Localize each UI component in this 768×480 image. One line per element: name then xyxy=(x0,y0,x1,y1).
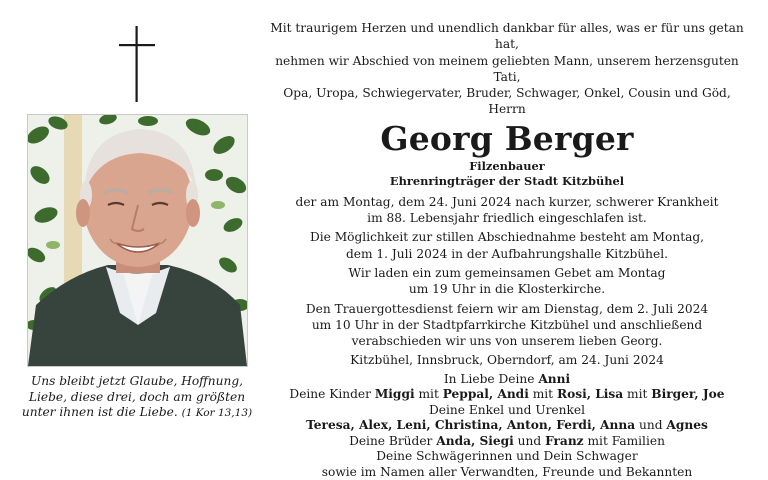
obituary-text xyxy=(268,20,746,480)
deceased-subtitle xyxy=(268,159,746,190)
grandchild-names: Teresa, Alex, Leni, Christina, Anton, Ferdi, Anna xyxy=(306,418,636,433)
connector: mit xyxy=(623,387,652,402)
grandchild-name: Agnes xyxy=(666,418,708,433)
text-line: dem 1. Juli 2024 in der Aufbahrungshalle Kitzbühel. xyxy=(345,246,669,261)
child-name: Peppal, Andi xyxy=(442,387,529,402)
funeral-notice xyxy=(268,301,746,350)
intro-line: nehmen wir Abschied von meinem geliebten Mann, unserem herzensguten Tati, xyxy=(275,53,739,84)
cross-icon xyxy=(119,26,155,102)
text-line: im 88. Lebensjahr friedlich eingeschlafen ist. xyxy=(367,211,647,226)
child-name: Rosi, Lisa xyxy=(556,387,624,402)
text-line: Den Trauergottesdienst feiern wir am Dienstag, dem 2. Juli 2024 xyxy=(305,301,709,316)
wife-prefix: In Liebe Deine xyxy=(443,371,539,386)
connector: mit xyxy=(414,387,443,402)
child-name: Miggi xyxy=(374,387,415,402)
grandchildren-line xyxy=(268,418,746,434)
relatives-line: sowie im Namen aller Verwandten, Freunde und Bekannten xyxy=(321,464,693,479)
text-line: verabschieden wir uns von unserem lieben Georg. xyxy=(351,334,663,349)
place-date xyxy=(268,352,746,368)
text-line: Wir laden ein zum gemeinsamen Gebet am Montag xyxy=(348,265,666,280)
text-line: um 19 Uhr in die Klosterkirche. xyxy=(408,282,606,297)
siblings-prefix: Deine Brüder xyxy=(349,433,437,448)
grandchildren-label: Deine Enkel und Urenkel xyxy=(429,402,585,417)
prayer-notice xyxy=(268,265,746,298)
connector: mit xyxy=(528,387,557,402)
quote-reference: (1 Kor 13,13) xyxy=(181,407,253,419)
sibling-name: Franz xyxy=(545,433,584,448)
portrait-photo xyxy=(27,114,248,367)
bible-quote xyxy=(20,374,254,422)
text-line: der am Montag, dem 24. Juni 2024 nach kurzer, schwerer Krankheit xyxy=(295,194,719,209)
children-prefix: Deine Kinder xyxy=(289,387,375,402)
connector: und xyxy=(513,433,546,448)
children-line xyxy=(268,387,746,403)
farm-name: Filzenbauer xyxy=(469,158,545,173)
siblings-suffix: mit Familien xyxy=(583,433,665,448)
quote-line xyxy=(20,405,254,422)
mourners-list xyxy=(268,372,746,480)
deceased-name: Georg Berger xyxy=(380,118,634,158)
text-line: Die Möglichkeit zur stillen Abschiednahme besteht am Montag, xyxy=(309,230,705,245)
connector: und xyxy=(635,418,667,433)
wife-line xyxy=(268,372,746,388)
inlaws-line: Deine Schwägerinnen und Dein Schwager xyxy=(376,449,638,464)
quote-line: Uns bleibt jetzt Glaube, Hoffnung, xyxy=(30,374,244,388)
intro-line: Opa, Uropa, Schwiegervater, Bruder, Schwager, Onkel, Cousin und Göd, Herrn xyxy=(283,86,731,117)
wife-name: Anni xyxy=(538,371,571,386)
death-notice xyxy=(268,194,746,227)
quote-line: Liebe, diese drei, doch am größten xyxy=(28,389,246,404)
siblings-line xyxy=(268,434,746,450)
sibling-names: Anda, Siegi xyxy=(436,433,514,448)
text-line: Kitzbühel, Innsbruck, Oberndorf, am 24. Juni 2024 xyxy=(350,353,664,368)
intro-line: Mit traurigem Herzen und unendlich dankbar für alles, was er für uns getan hat, xyxy=(270,21,744,52)
quote-text: unter ihnen ist die Liebe. xyxy=(21,405,178,419)
honor-title: Ehrenringträger der Stadt Kitzbühel xyxy=(389,174,625,189)
viewing-notice xyxy=(268,229,746,262)
child-name: Birger, Joe xyxy=(651,387,725,402)
text-line: um 10 Uhr in der Stadtpfarrkirche Kitzbühel und anschließend xyxy=(311,317,703,332)
intro-text xyxy=(268,20,746,118)
